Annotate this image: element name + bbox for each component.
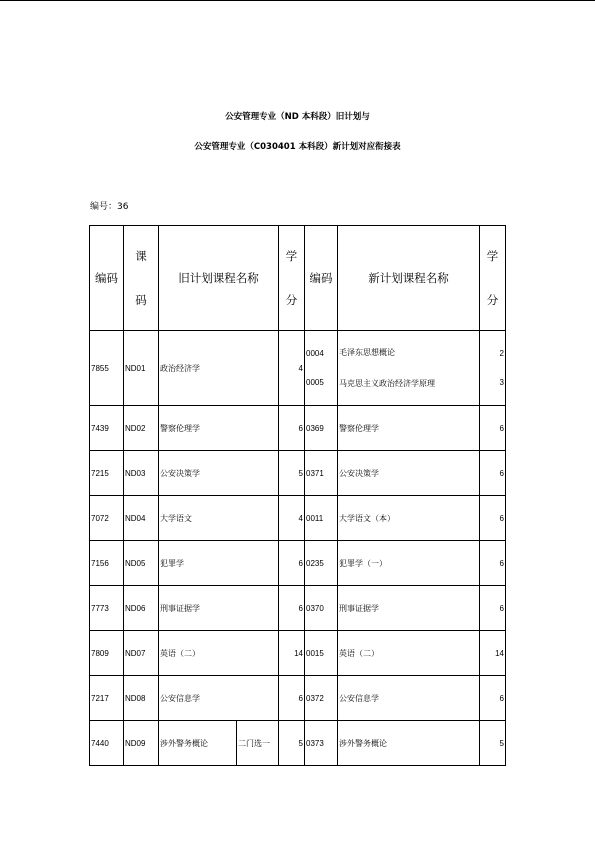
- header-new-credit: 学 分: [480, 226, 506, 331]
- new-code-cell: 0369: [305, 406, 338, 451]
- table-row: [90, 541, 506, 586]
- new-credit-cell: 14: [480, 631, 506, 676]
- new-code-cell: 0373: [305, 721, 338, 766]
- new-name-cell: 涉外警务概论: [338, 721, 480, 766]
- new-name-cell: 刑事证据学: [338, 586, 480, 631]
- course-code-cell: ND07: [124, 631, 159, 676]
- new-name-cell: 毛泽东思想概论 马克思主义政治经济学原理: [338, 331, 480, 406]
- old-code-cell: 7072: [90, 496, 124, 541]
- old-code-cell: 7215: [90, 451, 124, 496]
- old-name-cell: 涉外警务概论: [159, 721, 237, 766]
- old-credit-cell: 4: [279, 496, 305, 541]
- table-row: [90, 586, 506, 631]
- old-name-cell: 公安信息学: [159, 676, 279, 721]
- new-credit-cell: 6: [480, 676, 506, 721]
- old-name-cell: 公安决策学: [159, 451, 279, 496]
- header-old-course-name: 旧计划课程名称: [159, 226, 279, 331]
- old-credit-cell: 6: [279, 676, 305, 721]
- table-row: [90, 331, 506, 406]
- new-credit-cell: 6: [480, 406, 506, 451]
- old-note-cell: 二门选一: [237, 721, 279, 766]
- header-old-code: 编码: [90, 226, 124, 331]
- new-code-cell: 0370: [305, 586, 338, 631]
- old-name-cell: 刑事证据学: [159, 586, 279, 631]
- old-credit-cell: 6: [279, 541, 305, 586]
- new-code-cell: 0004 0005: [305, 331, 338, 406]
- old-credit-cell: 4: [279, 331, 305, 406]
- new-code-cell: 0371: [305, 451, 338, 496]
- document-title-line-2: 公安管理专业（C030401 本科段）新计划对应衔接表: [194, 142, 401, 152]
- table-row: [90, 631, 506, 676]
- new-credit-cell: 6: [480, 496, 506, 541]
- new-code-cell: 0011: [305, 496, 338, 541]
- top-rule: [0, 0, 595, 1]
- new-name-cell: 犯罪学（一）: [338, 541, 480, 586]
- old-code-cell: 7156: [90, 541, 124, 586]
- header-new-code: 编码: [305, 226, 338, 331]
- old-code-cell: 7217: [90, 676, 124, 721]
- new-name-cell: 英语（二）: [338, 631, 480, 676]
- old-name-cell: 犯罪学: [159, 541, 279, 586]
- new-name-cell: 公安信息学: [338, 676, 480, 721]
- course-mapping-table: [89, 225, 506, 766]
- old-credit-cell: 5: [279, 721, 305, 766]
- new-credit-cell: 5: [480, 721, 506, 766]
- new-code-cell: 0015: [305, 631, 338, 676]
- course-code-cell: ND01: [124, 331, 159, 406]
- new-credit-cell: 6: [480, 586, 506, 631]
- new-credit-cell: 6: [480, 451, 506, 496]
- new-name-cell: 大学语文（本）: [338, 496, 480, 541]
- new-name-cell: 公安决策学: [338, 451, 480, 496]
- document-title-line-1: 公安管理专业（ND 本科段）旧计划与: [225, 112, 370, 122]
- course-code-cell: ND08: [124, 676, 159, 721]
- course-code-cell: ND03: [124, 451, 159, 496]
- old-code-cell: 7440: [90, 721, 124, 766]
- old-code-cell: 7773: [90, 586, 124, 631]
- old-name-cell: 英语（二）: [159, 631, 279, 676]
- old-credit-cell: 6: [279, 586, 305, 631]
- course-code-cell: ND06: [124, 586, 159, 631]
- old-credit-cell: 5: [279, 451, 305, 496]
- serial-number-label: 编号：36: [90, 202, 129, 212]
- new-credit-cell: 2 3: [480, 331, 506, 406]
- table-header-row: [90, 226, 506, 331]
- old-name-cell: 警察伦理学: [159, 406, 279, 451]
- course-code-cell: ND05: [124, 541, 159, 586]
- new-code-cell: 0372: [305, 676, 338, 721]
- table-row: [90, 451, 506, 496]
- new-credit-cell: 6: [480, 541, 506, 586]
- table-row: [90, 676, 506, 721]
- old-code-cell: 7809: [90, 631, 124, 676]
- old-code-cell: 7439: [90, 406, 124, 451]
- old-name-cell: 大学语文: [159, 496, 279, 541]
- course-code-cell: ND09: [124, 721, 159, 766]
- table-row: [90, 721, 506, 766]
- course-code-cell: ND04: [124, 496, 159, 541]
- old-name-cell: 政治经济学: [159, 331, 279, 406]
- old-credit-cell: 14: [279, 631, 305, 676]
- old-code-cell: 7855: [90, 331, 124, 406]
- header-old-credit: 学 分: [279, 226, 305, 331]
- old-credit-cell: 6: [279, 406, 305, 451]
- course-code-cell: ND02: [124, 406, 159, 451]
- new-name-cell: 警察伦理学: [338, 406, 480, 451]
- new-code-cell: 0235: [305, 541, 338, 586]
- table-row: [90, 406, 506, 451]
- header-course-code: 课 码: [124, 226, 159, 331]
- header-new-course-name: 新计划课程名称: [338, 226, 480, 331]
- table-row: [90, 496, 506, 541]
